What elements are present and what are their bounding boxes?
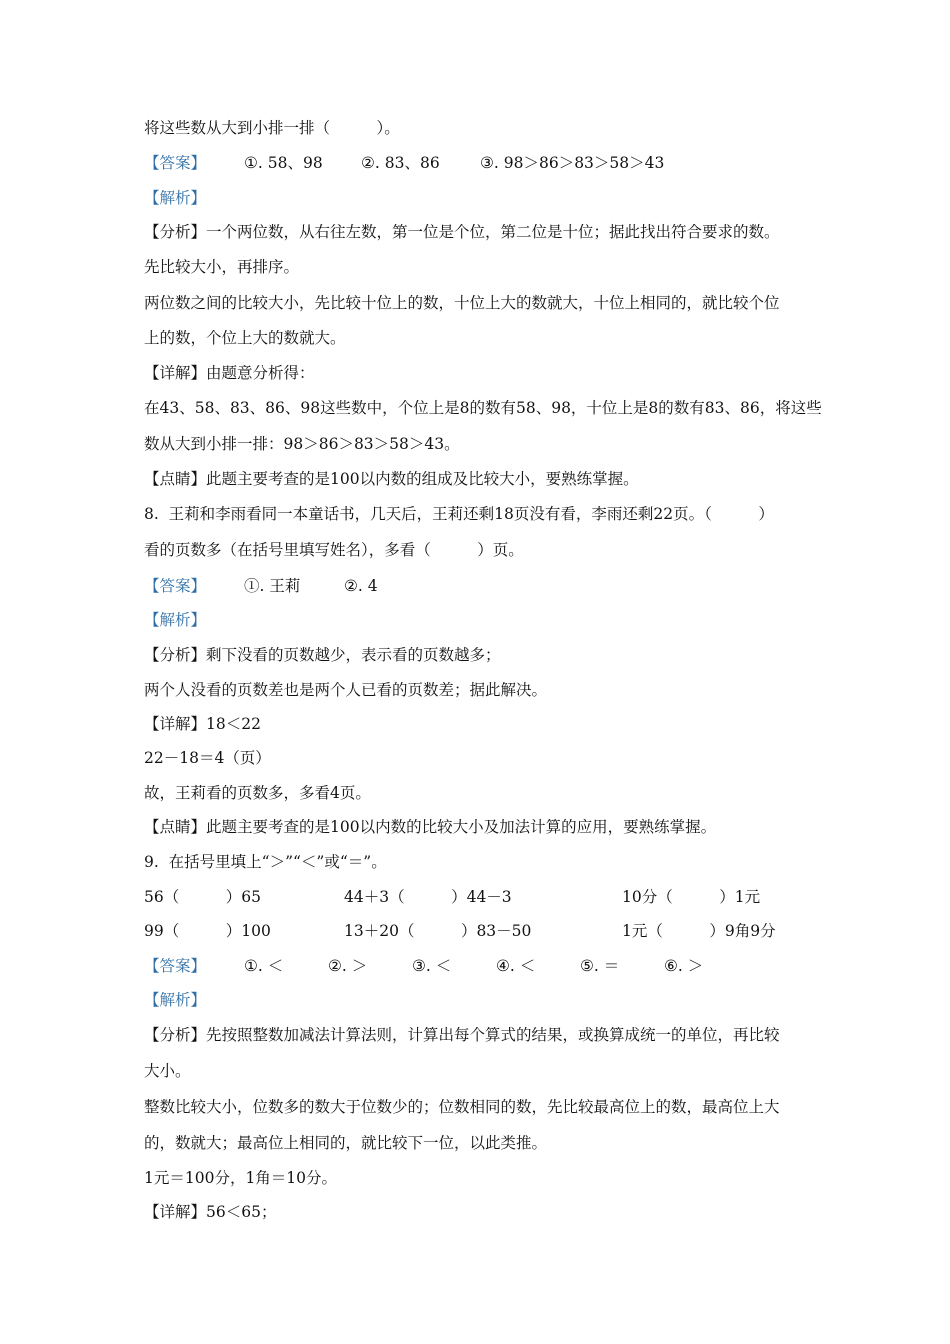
q9-item-2: 44＋3（ ）44－3 (344, 888, 512, 906)
q9-xiangjie: 【详解】56＜65； (144, 1203, 277, 1221)
q7-fenxi-line-4: 上的数，个位上大的数就大。 (144, 329, 346, 347)
q9-item-6: 1元（ ）9角9分 (622, 922, 776, 940)
q9-answer-label: 【答案】 (144, 957, 207, 975)
q7-fenxi-line-1: 【分析】一个两位数，从右往左数，第一位是个位，第二位是十位；据此找出符合要求的数。 (144, 223, 780, 241)
q7-answer-item-1: ①. 58、98 (244, 154, 323, 172)
q9-fenxi-line-3: 整数比较大小，位数多的数大于位数少的；位数相同的数，先比较最高位上的数，最高位上大 (144, 1098, 780, 1116)
q8-xiangjie-line-1: 【详解】18＜22 (144, 715, 261, 733)
q8-dianjing: 【点睛】此题主要考查的是100以内数的比较大小及加法计算的应用，要熟练掌握。 (144, 818, 717, 836)
q8-fenxi-line-2: 两个人没看的页数差也是两个人已看的页数差；据此解决。 (144, 681, 548, 699)
q7-xiangjie-line-2: 在43、58、83、86、98这些数中，个位上是8的数有58、98，十位上是8的数有83、86，将这些 (144, 399, 822, 417)
q9-question-title: 9. 在括号里填上“＞”“＜”或“＝”。 (144, 853, 387, 871)
q9-fenxi-line-1: 【分析】先按照整数加减法计算法则，计算出每个算式的结果，或换算成统一的单位，再比较 (144, 1026, 780, 1044)
q7-answer-item-3: ③. 98＞86＞83＞58＞43 (480, 154, 665, 172)
q7-answer-item-2: ②. 83、86 (361, 154, 440, 172)
q9-item-3: 10分（ ）1元 (622, 888, 761, 906)
q9-answer-item-4: ④. ＜ (496, 957, 536, 975)
q7-question-tail: 将这些数从大到小排一排（ ）。 (144, 119, 400, 137)
q8-xiangjie-line-2: 22－18＝4（页） (144, 749, 271, 767)
q8-xiangjie-line-3: 故，王莉看的页数多，多看4页。 (144, 784, 371, 802)
q9-item-1: 56（ ）65 (144, 888, 261, 906)
q7-dianjing: 【点睛】此题主要考查的是100以内数的组成及比较大小，要熟练掌握。 (144, 470, 639, 488)
q8-answer-label: 【答案】 (144, 577, 207, 595)
q9-item-5: 13＋20（ ）83－50 (344, 922, 532, 940)
q8-question-line-2: 看的页数多（在括号里填写姓名），多看（ ）页。 (144, 541, 524, 559)
q7-xiangjie-line-3: 数从大到小排一排：98＞86＞83＞58＞43。 (144, 435, 460, 453)
q8-analysis-label: 【解析】 (144, 611, 207, 629)
q7-analysis-label: 【解析】 (144, 189, 207, 207)
q9-answer-item-2: ②. ＞ (328, 957, 368, 975)
q9-fenxi-line-2: 大小。 (144, 1062, 191, 1080)
q9-analysis-label: 【解析】 (144, 991, 207, 1009)
q8-question-line-1: 8. 王莉和李雨看同一本童话书，几天后，王莉还剩18页没有看，李雨还剩22页。（ ） (144, 505, 774, 523)
q9-fenxi-line-5: 1元＝100分，1角＝10分。 (144, 1169, 338, 1187)
q8-answer-item-1: ①. 王莉 (244, 577, 301, 595)
q7-xiangjie-line-1: 【详解】由题意分析得： (144, 364, 315, 382)
q7-fenxi-line-2: 先比较大小，再排序。 (144, 258, 300, 276)
q8-answer-item-2: ②. 4 (344, 577, 378, 595)
q9-fenxi-line-4: 的，数就大；最高位上相同的，就比较下一位，以此类推。 (144, 1134, 548, 1152)
q9-answer-item-3: ③. ＜ (412, 957, 452, 975)
q7-answer-label: 【答案】 (144, 154, 207, 172)
q9-answer-item-6: ⑥. ＞ (664, 957, 704, 975)
q9-answer-item-5: ⑤. ＝ (580, 957, 620, 975)
q9-item-4: 99（ ）100 (144, 922, 271, 940)
q9-answer-item-1: ①. ＜ (244, 957, 284, 975)
q7-fenxi-line-3: 两位数之间的比较大小，先比较十位上的数，十位上大的数就大，十位上相同的，就比较个位 (144, 294, 780, 312)
q8-fenxi-line-1: 【分析】剩下没看的页数越少，表示看的页数越多； (144, 646, 501, 664)
